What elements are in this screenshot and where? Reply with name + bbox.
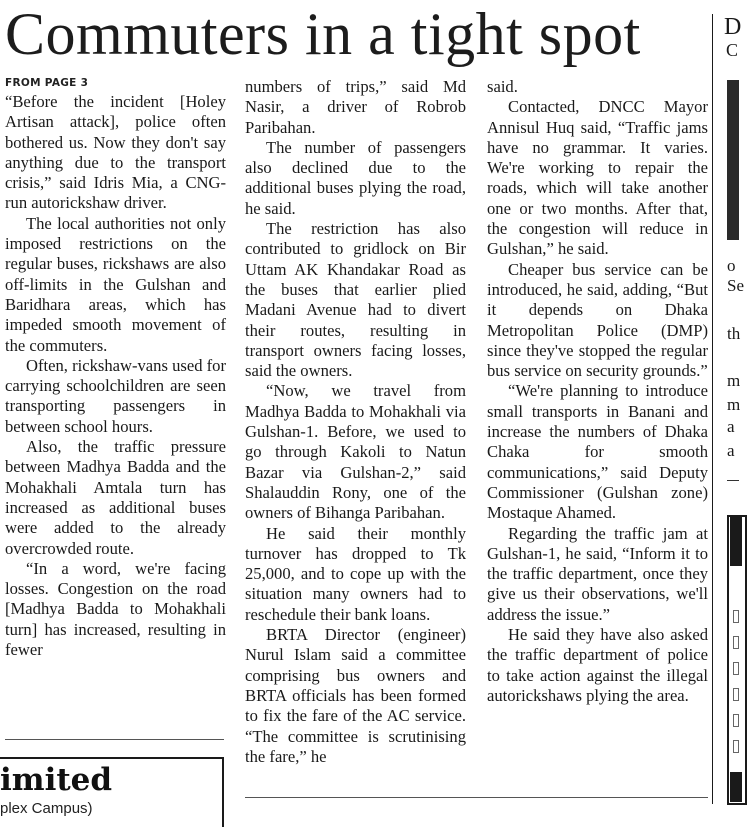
paragraph: The number of passengers also declined due to the additional buses plying the road, he said. [245,137,466,218]
article-end-rule-right [245,797,708,798]
paragraph: The restriction has also contributed to gridlock on Bir Uttam AK Khandakar Road as the buses that earlier plied Madani Avenue had to divert their routes, resulting in transport owners facing losses, said the owners. [245,219,466,381]
article-column-3 [487,77,708,706]
paragraph: He said their monthly turnover has dropped to Tk 25,000, and to cope up with the situation many owners had to reschedule their bank loans. [245,523,466,624]
side-ad-mark [733,688,739,701]
advertisement-title: imited [0,762,113,798]
side-text-fragment: a [727,441,735,460]
side-text-fragment: o [727,256,736,275]
paragraph: numbers of trips,” said Md Nasir, a driver of Robrob Paribahan. [245,77,466,137]
paragraph: Regarding the traffic jam at Gulshan-1, he said, “Inform it to the traffic department, once they give us their observations, we'll address the issue.” [487,523,708,624]
paragraph: Often, rickshaw-vans used for carrying schoolchildren are seen transporting passengers in between school hours. [5,355,226,436]
side-photo [727,80,739,240]
side-text-fragment: th [727,324,741,343]
side-text-fragment: Se [727,276,744,295]
paragraph: said. [487,77,518,96]
side-ad-mark [733,610,739,623]
paragraph: Also, the traffic pressure between Madhya Badda and the Mohakhali Amtala turn has increased as additional buses were added to the already overcrowded route. [5,437,226,558]
paragraph: “Before the incident [Holey Artisan attack], police often bothered us. Now they don't say anything due to the transport crisis,” said Idris Mia, a CNG-run autorickshaw driver. [5,92,226,213]
paragraph: “In a word, we're facing losses. Congestion on the road [Madhya Badda to Mohakhali turn] has increased, resulting in fewer [5,558,226,660]
headline: Commuters in a tight spot [5,1,641,67]
side-headline-fragment: C [726,40,739,60]
paragraph: He said they have also asked the traffic department of police to take action against the illegal autorickshaws plying the area. [487,625,708,705]
advertisement-subtitle: plex Campus) [0,800,93,817]
side-text-fragment: a [727,417,735,436]
side-headline-fragment: D [724,14,742,40]
side-rule [727,480,739,481]
column-divider [712,14,713,804]
paragraph: Contacted, DNCC Mayor Annisul Huq said, “Traffic jams have no grammar. It varies. We're working to repair the roads, which will take another one or two months. After that, the congestion will reduce in Gulshan,” he said. [487,97,708,259]
paragraph: “Now, we travel from Madhya Badda to Mohakhali via Gulshan-1. Before, we used to go through Kakoli to Natun Bazar via Gulshan-2,” said Shalauddin Rony, one of the owners of Bihanga Paribahan. [245,381,466,523]
paragraph: “We're planning to introduce small transports in Banani and increase the numbers of Dhaka Chaka for smooth communications,” said Deputy Commissioner (Gulshan zone) Mostaque Ahamed. [487,381,708,523]
side-ad-banner [730,516,742,566]
side-ad-footer [730,772,742,802]
article-column-2 [245,77,466,767]
side-ad-mark [733,714,739,727]
side-ad-mark [733,636,739,649]
article-column-1 [5,77,226,660]
paragraph: Cheaper bus service can be introduced, he said, adding, “But it depends on Dhaka Metropolitan Police (DMP) since they've stopped the regular bus service on security grounds.” [487,259,708,381]
side-ad-mark [733,740,739,753]
side-ad-mark [733,662,739,675]
side-text-fragment: m [727,395,741,414]
continuation-kicker: FROM PAGE 3 [5,77,89,89]
article-end-rule-left [5,739,224,740]
paragraph: BRTA Director (engineer) Nurul Islam said a committee comprising bus owners and BRTA officials has been formed to fix the fare of the AC service. “The committee is scrutinising the fare,” he [245,625,466,766]
side-text-fragment: m [727,371,741,390]
paragraph: The local authorities not only imposed restrictions on the regular buses, rickshaws are also off-limits in the Gulshan and Baridhara areas, which has impeded smooth movement of the commuters. [5,213,226,355]
